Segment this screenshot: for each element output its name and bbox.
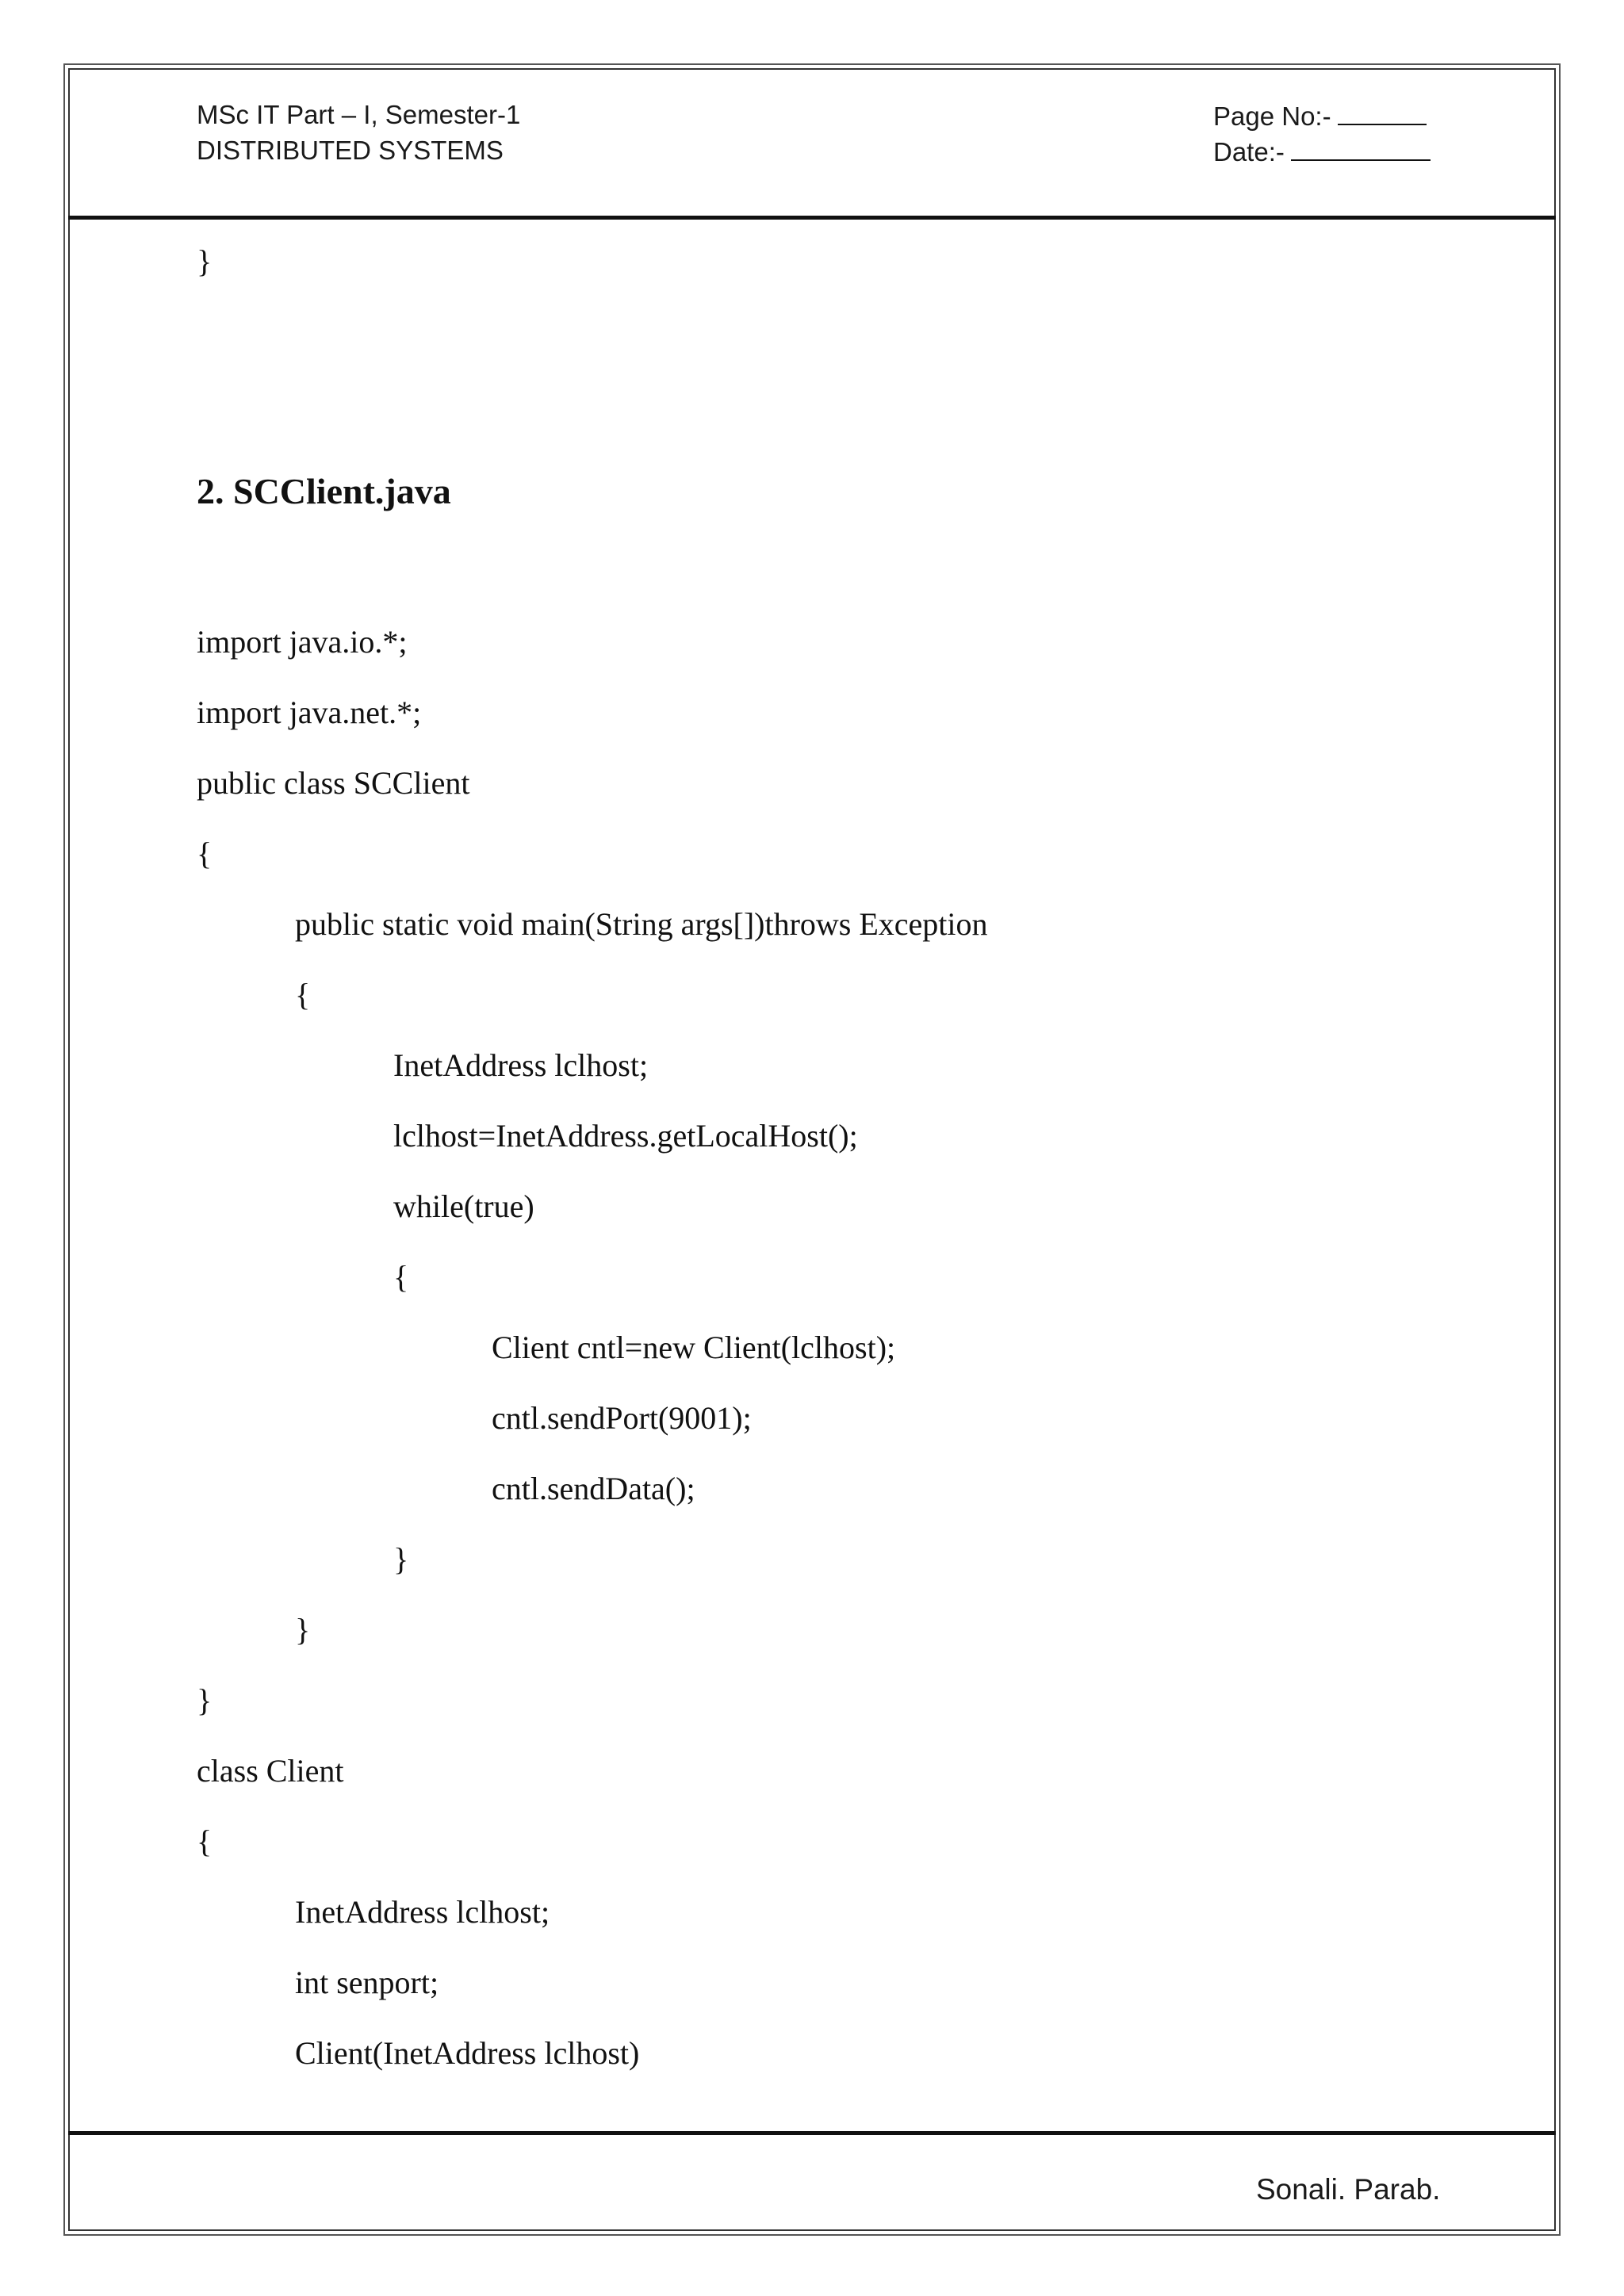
code-line: }: [197, 1682, 213, 1718]
code-line: InetAddress lclhost;: [295, 1894, 550, 1930]
header-right: [1213, 97, 1431, 168]
footer-author: Sonali. Parab.: [1256, 2173, 1441, 2206]
subject-label: DISTRIBUTED SYSTEMS: [197, 136, 504, 165]
header-divider: [68, 216, 1556, 220]
code-line: {: [197, 836, 213, 871]
code-line: class Client: [197, 1753, 344, 1789]
header-left: [197, 97, 520, 168]
date-field: [1213, 132, 1431, 168]
course-label: MSc IT Part – I, Semester-1: [197, 100, 521, 129]
code-line: lclhost=InetAddress.getLocalHost();: [393, 1118, 858, 1154]
code-line: {: [393, 1259, 409, 1295]
code-line: Client cntl=new Client(lclhost);: [492, 1330, 896, 1365]
code-line: import java.io.*;: [197, 624, 408, 660]
page-no-blank: [1338, 97, 1427, 125]
date-label: Date:-: [1213, 137, 1285, 166]
date-blank: [1291, 132, 1431, 161]
code-line: public static void main(String args[])throws Exception: [295, 906, 988, 942]
footer-divider: [68, 2131, 1556, 2135]
code-line: cntl.sendData();: [492, 1471, 695, 1506]
code-line: int senport;: [295, 1965, 439, 2000]
page-no-field: [1213, 97, 1431, 132]
code-line: {: [197, 1823, 213, 1859]
previous-code-closing-brace: }: [197, 243, 213, 279]
code-line: }: [393, 1541, 409, 1577]
code-line: }: [295, 1612, 311, 1647]
code-line: public class SCClient: [197, 765, 470, 801]
code-line: InetAddress lclhost;: [393, 1047, 649, 1083]
code-line: {: [295, 977, 311, 1012]
code-line: import java.net.*;: [197, 695, 422, 730]
section-title: 2. SCClient.java: [197, 471, 451, 511]
page-no-label: Page No:-: [1213, 101, 1331, 131]
code-line: while(true): [393, 1188, 534, 1224]
code-line: Client(InetAddress lclhost): [295, 2035, 640, 2071]
code-line: cntl.sendPort(9001);: [492, 1400, 752, 1436]
